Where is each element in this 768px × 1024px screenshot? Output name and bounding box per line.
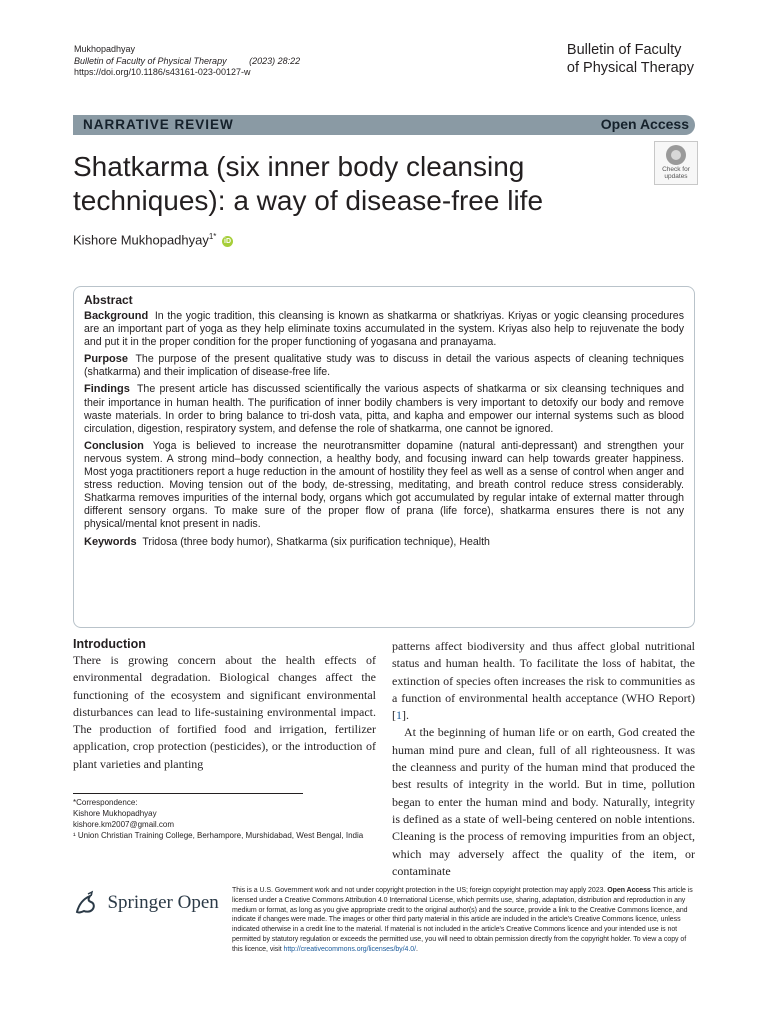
springer-word: Springer (107, 892, 173, 913)
abstract-box (73, 286, 695, 628)
body-column-left (73, 636, 376, 773)
year-volume: (2023) 28:22 (249, 55, 301, 66)
intro-paragraph-1: There is growing concern about the health effects of environmental degradation. Biological changes affect the functioning of the ecosystem and significant environmental disturbances can lead to life-sustaining environmental impact. The production of fortified food and irrigation, fertilizer application, crop protection (pesticides), or the introduction of plant varieties and planting (73, 653, 376, 771)
journal-title-line1: Bulletin of Faculty (566, 42, 682, 58)
reference-link-1[interactable]: 1 (396, 708, 402, 723)
keywords-text: Tridosa (three body humor), Shatkarma (six purification technique), Health (142, 535, 490, 548)
intro-text-a: patterns affect biodiversity and thus affect global nutritional status and human health. To facilitate the loss of habitat, the extinction of species often increases the risk to communities as a function of environmental health acceptance (WHO Report) [ (392, 639, 695, 723)
background-text: In the yogic tradition, this cleansing is known as shatkarma or shatkriyas. Kriyas or yogic cleansing procedures are an important part of yoga as they help eliminate toxins accumulated in the system. Kriyas also help to rejuvenate the body and put it in the proper condition for the proper functioning of yogasana and pranayama. (84, 310, 684, 349)
abstract-keywords (84, 536, 684, 549)
introduction-heading: Introduction (73, 637, 146, 651)
abstract-findings (84, 383, 684, 435)
footnote-divider (73, 793, 303, 794)
footnote-author: Kishore Mukhopadhyay (73, 809, 157, 818)
springer-horse-icon (73, 890, 99, 916)
open-word: Open (177, 892, 219, 913)
footnote-label: *Correspondence: (73, 798, 138, 807)
abstract-conclusion (84, 440, 684, 532)
footnote-email[interactable]: kishore.km2007@gmail.com (73, 820, 175, 829)
article-type-bar (73, 115, 695, 135)
abstract-heading: Abstract (84, 293, 133, 307)
author-affil-sup: 1* (208, 232, 217, 241)
conclusion-text: Yoga is believed to increase the neurotransmitter dopamine (natural anti-depressant) and strengthen your nervous system. A strong mind–body connection, a healthy body, and focusing inward can help towards greater happiness. Most yoga practitioners report a huge reduction in the amount of hostility they feel as well as a sense of control when anger and stress reduction. Moving tension out of the body, de-stressing, meditating, and breath control reduce stress considerably. Shatkarma removes impurities of the internal body, organs which got accumulated by regular intake of external matter through different sensory organs. To make sure of the proper flow of prana (life force), shatkarma ensures there is not any physical/mental knot present in nadis. (84, 439, 684, 531)
intro-paragraph-2: At the beginning of human life or on earth, God created the human mind pure and clean, full of all righteousness. It was the cleanness and purity of the human mind that produced the best results of integrity in the world. But in time, pollution began to enter the human mind and body. Naturally, integrity is defined as a state of well-being centered on noble intentions. Cleaning is the process of removing impurities from an object, which may adversely affect the quality of the item, or contaminate (392, 725, 695, 878)
badge-line2: updates (664, 173, 688, 180)
journal-cite: Bulletin of Faculty of Physical Therapy (74, 55, 227, 66)
findings-label: Findings (84, 383, 130, 396)
check-updates-icon (666, 145, 686, 165)
check-for-updates-badge[interactable] (654, 141, 698, 185)
purpose-text: The purpose of the present qualitative study was to discuss in detail the various aspects of cleaning techniques (shatkarma) and their implication of disease-free life. (84, 353, 684, 379)
conclusion-label: Conclusion (84, 439, 144, 452)
intro-text-b: ]. (402, 708, 409, 723)
doi-link[interactable]: https://doi.org/10.1186/s43161-023-00127-w (74, 67, 251, 77)
citation-block (74, 44, 300, 79)
orcid-icon[interactable]: iD (224, 238, 232, 246)
purpose-label: Purpose (84, 353, 129, 366)
licence-link[interactable]: http://creativecommons.org/licenses/by/4.0/ (283, 945, 416, 953)
springer-open-wordmark (107, 892, 218, 914)
licence-copyright: This is a U.S. Government work and not under copyright protection in the US; foreign copyright protection may apply 2023. (232, 887, 606, 894)
journal-citation (74, 56, 300, 68)
badge-line1: Check for (662, 166, 690, 173)
author-line (73, 232, 233, 247)
licence-text (232, 886, 694, 955)
journal-title (567, 41, 694, 77)
open-access-label: Open Access (600, 116, 689, 132)
author-name[interactable]: Kishore Mukhopadhyay (73, 232, 209, 248)
background-label: Background (84, 310, 149, 322)
footnote-affiliation: ¹ Union Christian Training College, Berhampore, Murshidabad, West Bengal, India (73, 831, 364, 840)
abstract-purpose (84, 353, 684, 379)
correspondence-footnote (73, 797, 373, 841)
springer-open-logo (73, 890, 219, 916)
journal-title-line2: of Physical Therapy (566, 60, 694, 76)
keywords-label: Keywords (84, 535, 137, 548)
article-type: NARRATIVE REVIEW (83, 117, 234, 132)
licence-body: This article is licensed under a Creative Commons Attribution 4.0 International License, which permits use, sharing, adaptation, distribution and reproduction in any medium or format, as long as you give appropriate credit to the original author(s) and the source, provide a link to the Creative Commons licence, and indicate if changes were made. The images or other third party material in this article are included in the article's Creative Commons licence, unless indicated otherwise in a credit line to the material. If material is not included in the article's Creative Commons licence and your intended use is not permitted by statutory regulation or exceeds the permitted use, you will need to obtain permission directly from the copyright holder. To view a copy of this licence, visit (232, 887, 693, 953)
intro-paragraph-1-cont (392, 638, 695, 724)
licence-end: . (416, 945, 418, 953)
author-short: Mukhopadhyay (74, 44, 136, 54)
findings-text: The present article has discussed scientifically the various aspects of shatkarma or six cleansing techniques and their importance in human health. The purification of inner bodily chambers is very important to detoxify our body and remove waste materials. In order to bring balance to tri-dosh vata, pitta, and kapha and empower our internal systems such as blood circulation, digestion, respiratory system, and defense the role of shatkarma, one cannot be ignored. (84, 383, 684, 435)
abstract-background (84, 310, 684, 349)
article-title: Shatkarma (six inner body cleansing techniques): a way of disease-free life (73, 151, 544, 216)
body-column-right (392, 638, 695, 880)
licence-open-access: Open Access (607, 887, 651, 894)
